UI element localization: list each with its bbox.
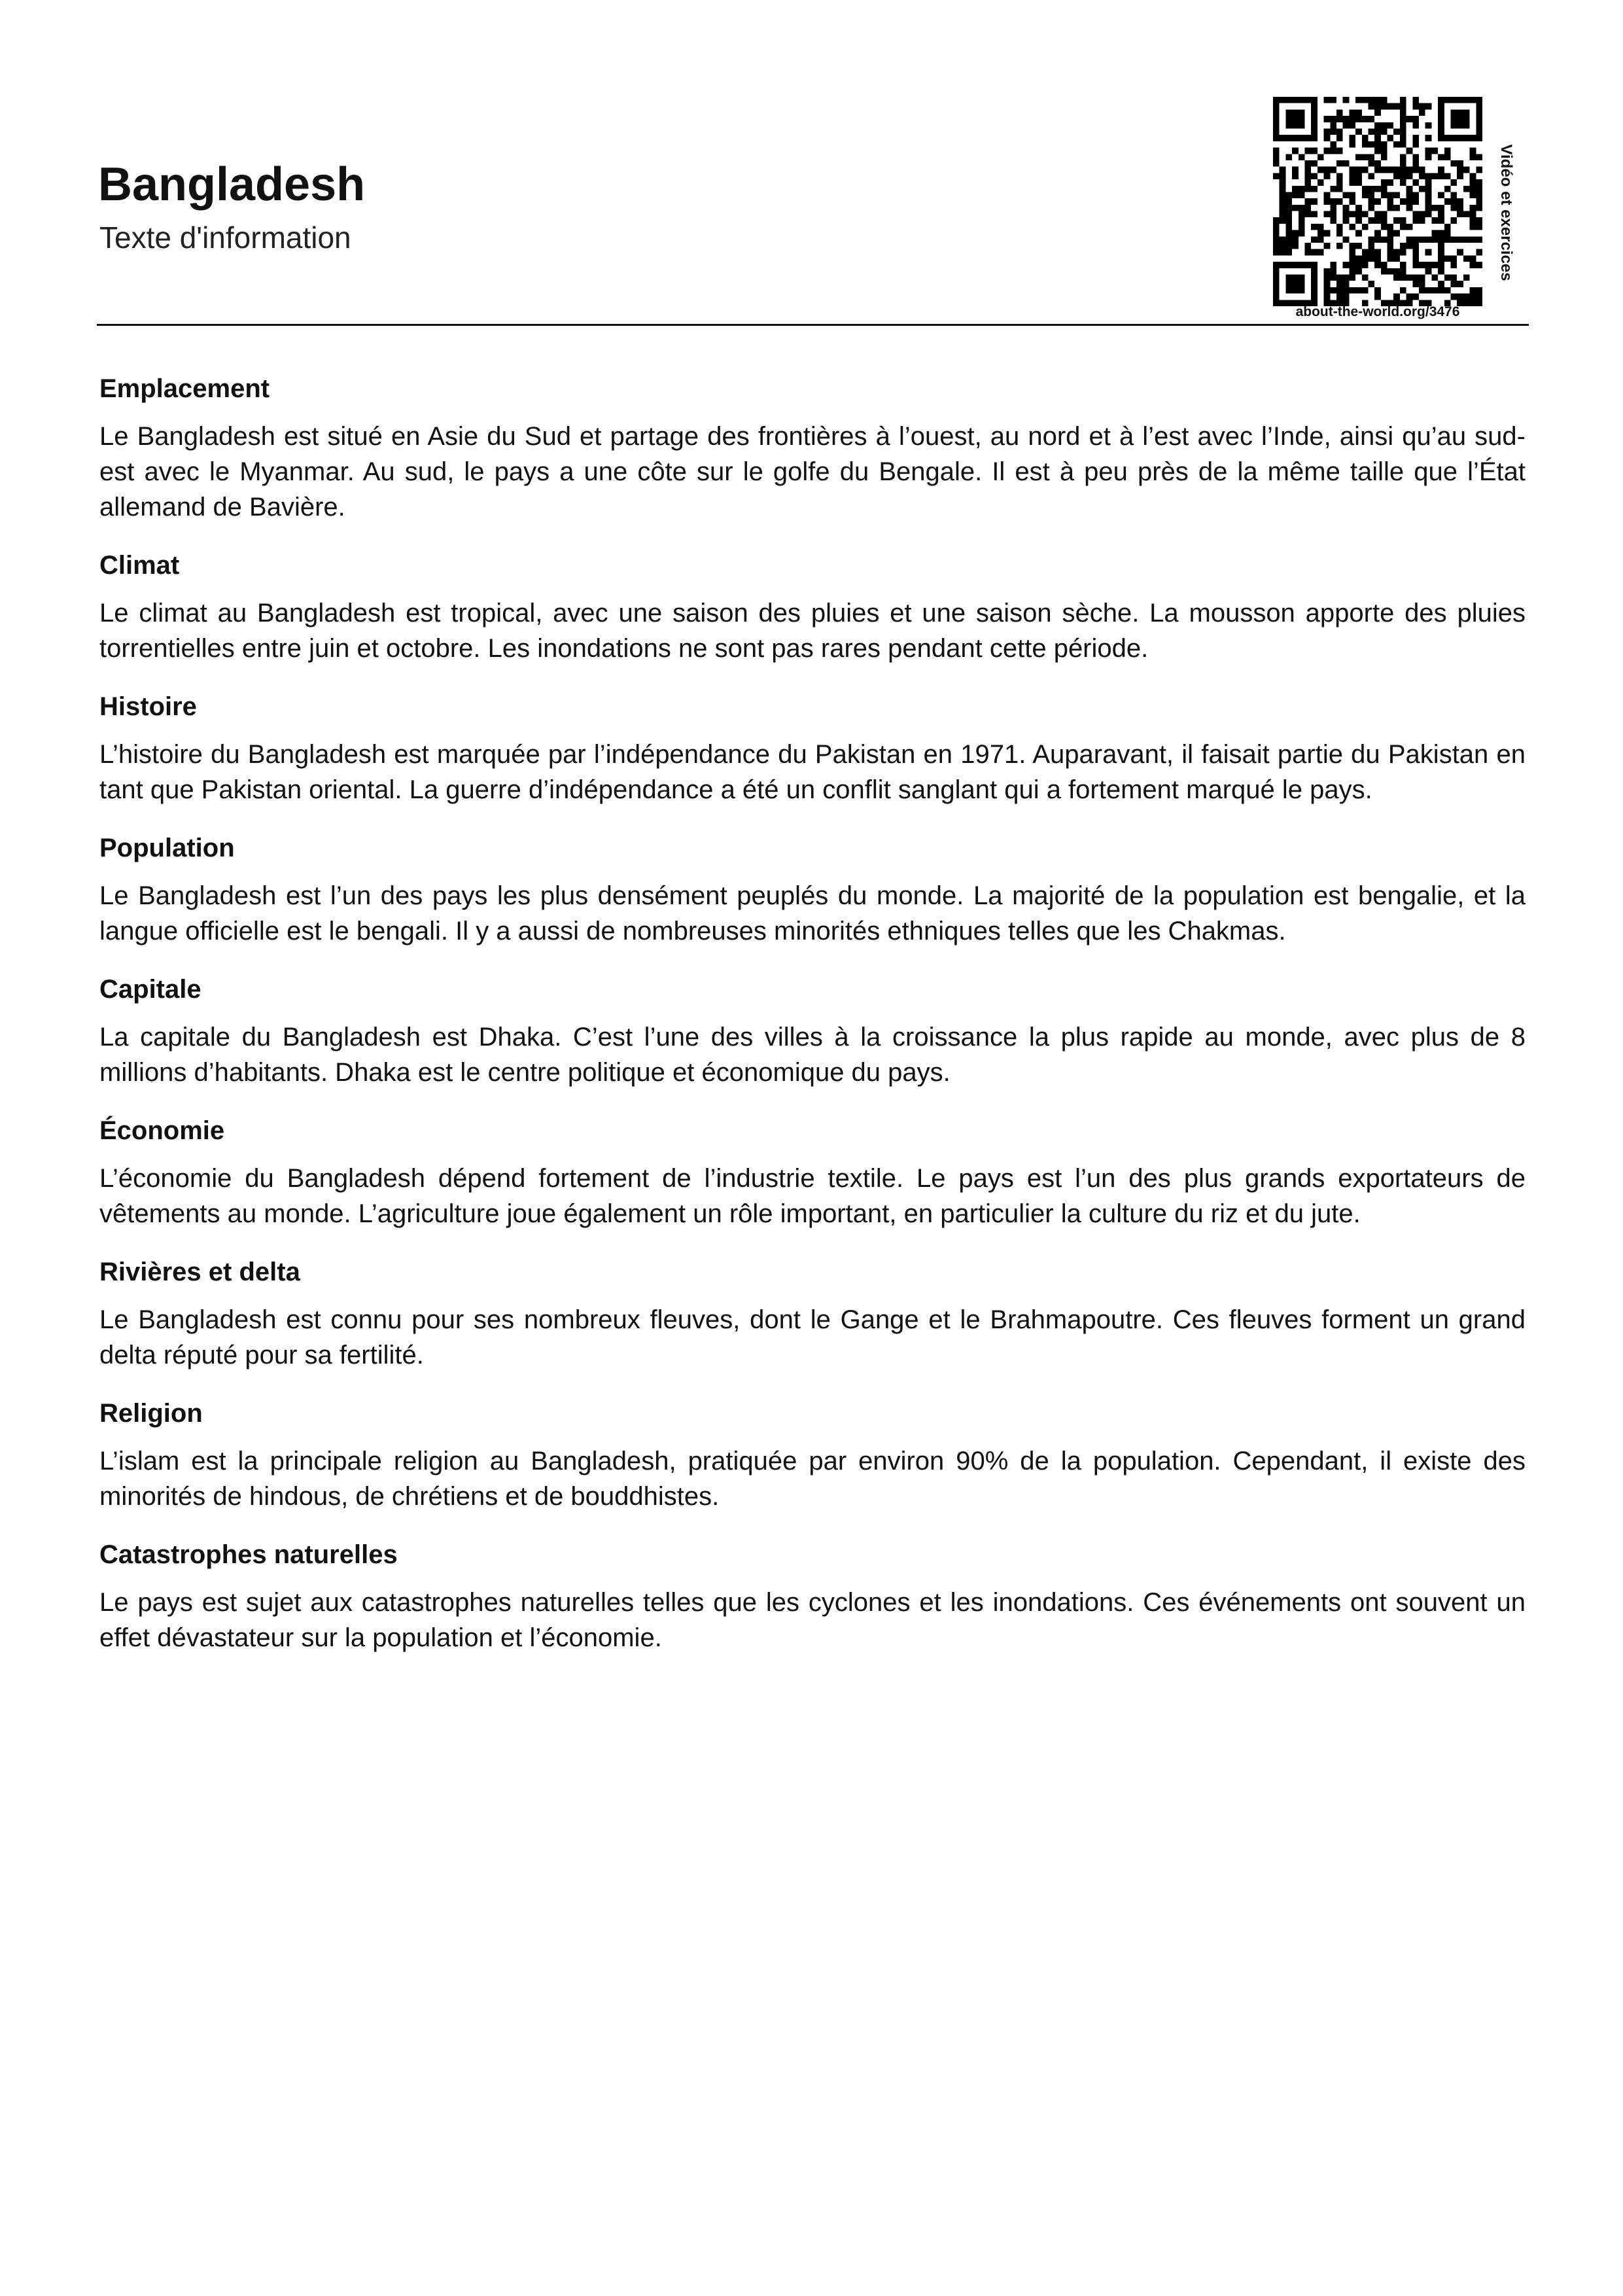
section-catastrophes [99, 1538, 1526, 1655]
page-subtitle: Texte d'information [99, 221, 351, 255]
section-heading: Religion [99, 1399, 203, 1428]
qr-url-link[interactable]: about-the-world.org/3476 [1295, 304, 1460, 319]
qr-code-icon[interactable] [1273, 97, 1482, 306]
article-body [99, 372, 1526, 1679]
section-emplacement [99, 372, 1526, 525]
qr-code-graphic [1273, 97, 1482, 306]
section-capitale [99, 972, 1526, 1090]
section-heading: Climat [99, 551, 180, 580]
section-text: L’histoire du Bangladesh est marquée par l’indépendance du Pakistan en 1971. Auparavant, il faisait partie du Pakistan en tant que Pakistan oriental. La guerre d’indépendance a été un conflit sanglant qui a fortement marqué le pays. [99, 740, 1526, 804]
section-heading: Économie [99, 1116, 225, 1145]
header-divider [97, 324, 1529, 326]
section-heading: Rivières et delta [99, 1258, 300, 1286]
section-heading: Population [99, 834, 235, 862]
section-text: Le climat au Bangladesh est tropical, avec une saison des pluies et une saison sèche. La mousson apporte des pluies torrentielles entre juin et octobre. Les inondations ne sont pas rares pendant cette période. [99, 599, 1526, 663]
section-text: La capitale du Bangladesh est Dhaka. C’est l’une des villes à la croissance la plus rapide au monde, avec plus de 8 millions d’habitants. Dhaka est le centre politique et économique du pays. [99, 1023, 1526, 1087]
section-text: Le Bangladesh est situé en Asie du Sud et partage des frontières à l’ouest, au nord et à l’est avec l’Inde, ainsi qu’au sud-est avec le Myanmar. Au sud, le pays a une côte sur le golfe du Bengale. Il est à peu près de la même taille que l’État allemand de Bavière. [99, 422, 1526, 521]
section-text: L’économie du Bangladesh dépend fortement de l’industrie textile. Le pays est l’un des plus grands exportateurs de vêtements au monde. L’agriculture joue également un rôle important, en particulier la culture du riz et du jute. [99, 1164, 1526, 1228]
section-text: Le Bangladesh est l’un des pays les plus densément peuplés du monde. La majorité de la population est bengalie, et la langue officielle est le bengali. Il y a aussi de nombreuses minorités ethniques telles que les Chakmas. [99, 881, 1526, 945]
section-heading: Catastrophes naturelles [99, 1540, 398, 1569]
section-text: Le Bangladesh est connu pour ses nombreux fleuves, dont le Gange et le Brahmapoutre. Ces fleuves forment un grand delta réputé pour sa fertilité. [99, 1305, 1526, 1369]
section-heading: Histoire [99, 692, 197, 721]
page-title: Bangladesh [98, 158, 366, 211]
section-rivieres [99, 1255, 1526, 1373]
section-heading: Emplacement [99, 374, 270, 403]
section-religion [99, 1396, 1526, 1514]
section-heading: Capitale [99, 975, 201, 1004]
section-histoire [99, 690, 1526, 807]
qr-side-label [1498, 124, 1514, 301]
section-population [99, 831, 1526, 949]
section-text: L’islam est la principale religion au Bangladesh, pratiquée par environ 90% de la population. Cependant, il existe des minorités de hindous, de chrétiens et de bouddhistes. [99, 1447, 1526, 1511]
section-climat [99, 548, 1526, 666]
qr-side-label-text: Vidéo et exercices [1497, 144, 1515, 281]
section-economie [99, 1114, 1526, 1231]
section-text: Le pays est sujet aux catastrophes naturelles telles que les cyclones et les inondations. Ces événements ont souvent un effet dévastateur sur la population et l’économie. [99, 1588, 1526, 1652]
